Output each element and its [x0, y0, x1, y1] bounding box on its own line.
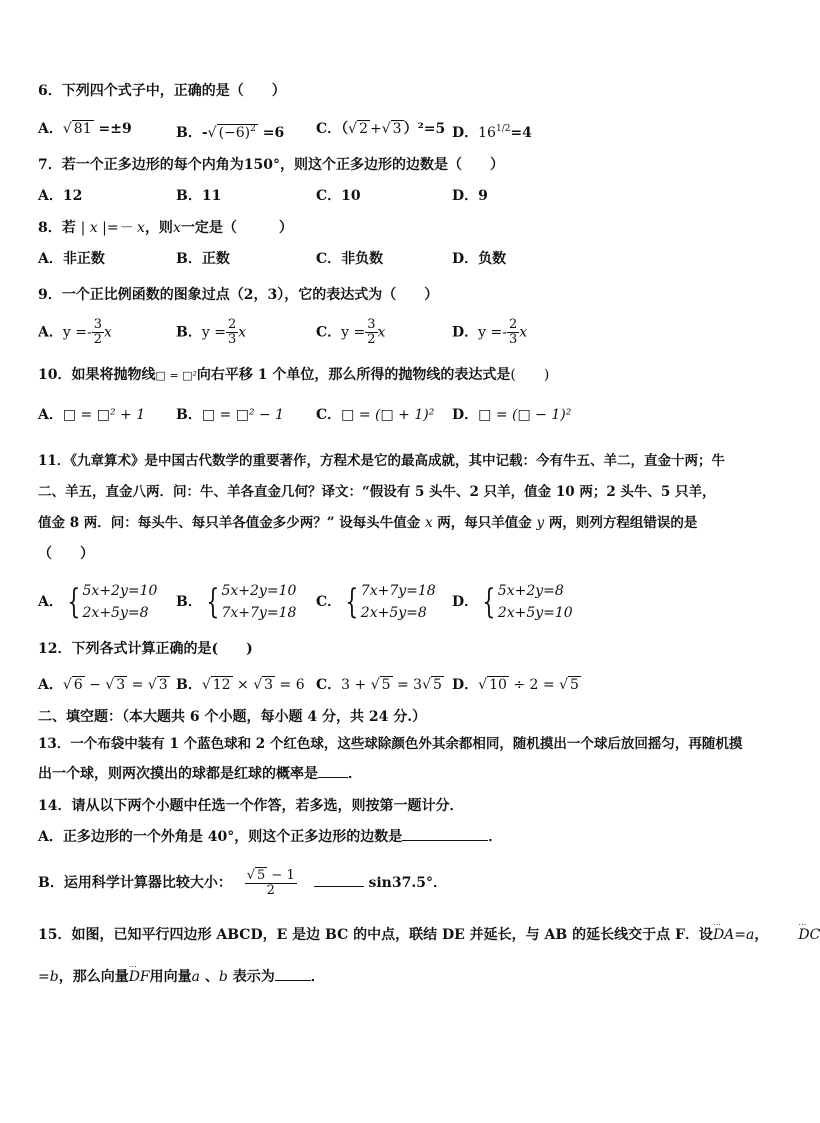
q8-stem-mid: ，则: [144, 220, 173, 236]
q12-c-eq: = 3: [392, 677, 423, 693]
q12-a-label: A．: [38, 677, 63, 693]
q13-line2-text: 出一个球，则两次摸出的球都是红球的概率是: [38, 766, 318, 782]
q14-a-end: ．: [488, 829, 503, 845]
q11-option-c: C． { 7x+7y=18 2x+5y=8: [316, 582, 436, 622]
q11-d-eq2: 2x+5y=10: [497, 605, 573, 621]
q14-b-post: sin37.5°．: [363, 875, 447, 891]
q12-option-d: D．√ 10 ÷ 2 = √ 5: [452, 677, 579, 693]
q12-a-rad2: 3: [116, 677, 126, 693]
q9-a-num: 3: [93, 317, 102, 332]
q9-d-var: x: [519, 324, 528, 341]
q11-a-eq1: 5x+2y=10: [82, 583, 158, 599]
q6-option-b: B．-√ $(-6)^2 =6$: [176, 124, 285, 141]
q10-d-label: D．: [452, 407, 479, 423]
q9-b-pre: y =: [201, 324, 226, 341]
q15-line2-pre: =: [38, 969, 50, 985]
q10-stem-pre: 10．如果将抛物线: [38, 367, 156, 383]
q6-a-radicand: 81: [73, 121, 92, 137]
q9-c-num: 3: [367, 317, 376, 332]
q15-sep: 、: [200, 969, 219, 985]
q15-line-1: [38, 926, 820, 944]
q11-c-label: C．: [316, 594, 342, 610]
q15-line2-post: 表示为: [227, 969, 275, 985]
q6-a-rest: =±9: [93, 121, 132, 137]
q6-b-rest: =6: [257, 125, 285, 141]
q13-line2-end: ．: [348, 766, 362, 782]
q9-b-label: B．: [176, 324, 202, 341]
q12-a-rad1: 6: [73, 677, 83, 693]
q11-line-2: 二、羊五，直金八两．问：牛、羊各直金几何？译文：“假设有 5 头牛、2 只羊，值金 10 两；2 头牛、5 只羊，: [38, 484, 716, 500]
q12-d-rad2: 5: [569, 677, 579, 693]
q14-a-text: A．正多边形的一个外角是 40°，则这个正多边形的边数是: [38, 829, 403, 845]
q15-line1-pre: 15．如图，已知平行四边形 ABCD，E 是边 BC 的中点，联结 DE 并延长，与 AB 的延长线交于点 F．设: [38, 927, 713, 943]
q12-option-a: A．√ 6 − √ 3 = √ 3: [38, 677, 168, 693]
q10-option-a: [38, 406, 145, 424]
q11-line-4: （ ）: [38, 546, 94, 562]
q8-stem-pre: 8．若: [38, 220, 81, 236]
q6-b-exp: 2: [250, 124, 256, 134]
q12-d-label: D．: [452, 677, 479, 693]
q10-stem-paren: ( ): [510, 367, 550, 383]
q13-line-1: 13．一个布袋中装有 1 个蓝色球和 2 个红色球，这些球除颜色外其余都相同，随机摸出一个球后放回摇匀，再随机摸: [38, 736, 743, 752]
q14-b-num-rad: 5: [257, 867, 266, 883]
q6-b-pre: -: [201, 125, 208, 141]
q10-stem: [38, 366, 549, 385]
q6-a-label: A．: [38, 121, 63, 137]
q14-b-num-rest: − 1: [267, 867, 295, 883]
q11-option-d: D． { 5x+2y=8 2x+5y=10: [452, 582, 573, 622]
q9-c-label: C．: [316, 324, 342, 341]
q15-b: b: [49, 969, 59, 985]
q14-a-answer-blank: [402, 840, 488, 841]
q12-d-op: ÷ 2 =: [508, 677, 560, 693]
q11-line3-pre: 值金 8 两．问：每头牛、每只羊各值金多少两？” 设每头牛值金: [38, 515, 425, 531]
q11-a-eq2: 2x+5y=8: [82, 605, 149, 621]
q14-part-b: [38, 864, 447, 902]
q6-c-rad2: 3: [392, 121, 402, 137]
q8-stem-expr: | x |=－ x: [80, 220, 145, 236]
q9-d-num: 2: [508, 317, 518, 332]
q12-b-op: ×: [232, 677, 254, 693]
q14-part-a: [38, 828, 502, 846]
q14-b-fraction: $\frac{√ 5 - 1}{2}$: [246, 867, 295, 898]
q10-a-label: A．: [38, 407, 63, 423]
q9-b-den: 3: [227, 332, 237, 347]
q6-b-label: B．: [176, 125, 202, 141]
q13-line-2: [38, 765, 362, 783]
q9-option-a: [38, 318, 112, 347]
q10-d-expr: □ = (□ − 1)²: [478, 407, 572, 423]
q11-c-eq2: 2x+5y=8: [360, 605, 427, 621]
q8-stem: [38, 219, 293, 237]
q12-option-b: B．√ 12 × √ 3 = 6: [176, 677, 305, 693]
q11-var-y: y: [536, 515, 545, 531]
q6-c-label: C．（: [316, 121, 349, 137]
q9-d-pre: y =-: [478, 324, 507, 341]
q11-option-a: A． { 5x+2y=10 2x+5y=8: [38, 582, 158, 622]
q9-option-c: [316, 318, 385, 347]
q7-stem: 7．若一个正多边形的每个内角为150°，则这个正多边形的边数是（ ）: [38, 157, 504, 173]
q10-option-c: [316, 406, 434, 424]
q14-stem: 14．请从以下两个小题中任选一个作答，若多选，则按第一题计分．: [38, 798, 464, 814]
q15-comma: ，: [754, 927, 769, 943]
q9-a-var: x: [103, 324, 112, 341]
q11-line-3: [38, 514, 697, 532]
q10-stem-post: 向右平移 1 个单位，那么所得的抛物线的表达式是: [196, 367, 511, 383]
q15-vector-dc: ⋯ DC: [798, 926, 820, 944]
q11-b-eq1: 5x+2y=10: [221, 583, 297, 599]
q6-stem: 6．下列四个式子中，正确的是（ ）: [38, 83, 286, 99]
q6-c-rest: ）²=5: [403, 121, 446, 137]
q9-d-label: D．: [452, 324, 479, 341]
q9-a-label: A．: [38, 324, 63, 341]
q15-answer-blank: [275, 980, 311, 981]
q6-c-rad1: 2: [359, 121, 368, 137]
q15-line2-end: ．: [310, 969, 325, 985]
q12-b-rad2: 3: [264, 677, 274, 693]
q9-option-d: [452, 318, 527, 347]
q15-b2: b: [218, 969, 228, 985]
q12-a-rad3: 3: [158, 677, 168, 693]
q10-c-label: C．: [316, 407, 342, 423]
q9-b-num: 2: [227, 317, 237, 332]
q14-b-pre: B．运用科学计算器比较大小：: [38, 875, 232, 891]
q10-c-expr: □ = (□ + 1)²: [341, 407, 435, 423]
q15-line2-mid: ，那么向量: [58, 969, 129, 985]
q9-c-pre: y =: [341, 324, 366, 341]
q6-d-exp: 1/2: [495, 124, 511, 134]
q10-b-expr: □ = □² − 1: [201, 407, 285, 423]
q12-c-label: C．: [316, 677, 342, 693]
q14-b-answer-blank: [314, 886, 364, 887]
q15-line-2: [38, 968, 325, 986]
q11-b-eq2: 7x+7y=18: [221, 605, 297, 621]
q7-option-d: D．9: [452, 188, 488, 204]
q6-d-base: 16: [478, 125, 496, 141]
q8-option-a: A．非正数: [38, 251, 105, 267]
q7-option-a: A．12: [38, 188, 83, 204]
q10-a-expr: □ = □² + 1: [62, 407, 146, 423]
q9-a-pre: y =-: [62, 324, 92, 341]
q9-c-den: 2: [367, 332, 376, 347]
q11-line3-post: 两，则列方程组错误的是: [544, 515, 698, 531]
q6-b-radicand: (−6): [218, 125, 251, 141]
q8-stem-post: 一定是（ ）: [180, 220, 293, 236]
q10-option-d: [452, 406, 571, 424]
q8-option-c: C．非负数: [316, 251, 384, 267]
q11-line-1: 11．《九章算术》是中国古代数学的重要著作，方程术是它的最高成就，其中记载：今有牛五、羊二，直金十两；牛: [38, 453, 726, 469]
q12-stem: 12．下列各式计算正确的是( ): [38, 641, 253, 657]
q9-stem: 9．一个正比例函数的图象过点（2，3），它的表达式为（ ）: [38, 287, 439, 303]
q6-option-a: A．√ 81 =±9: [38, 121, 132, 137]
q7-option-b: B．11: [176, 188, 222, 204]
q14-b-den: 2: [266, 882, 275, 898]
q6-d-label: D．: [452, 125, 479, 141]
q12-c-op: 3 +: [341, 677, 371, 693]
q15-a: a: [746, 927, 755, 943]
q10-b-label: B．: [176, 407, 202, 423]
q8-option-d: D．负数: [452, 251, 507, 267]
q12-b-rad1: 12: [212, 677, 231, 693]
q9-d-den: 3: [508, 332, 518, 347]
q6-option-c: C．（√ 2 +√ 3 ）²=5: [316, 121, 446, 137]
q11-d-eq1: 5x+2y=8: [497, 583, 564, 599]
q11-var-x: x: [424, 515, 433, 531]
q11-b-label: B．: [176, 594, 202, 610]
q15-a2: a: [191, 969, 201, 985]
q12-c-rad2: 5: [381, 677, 391, 693]
q7-option-c: C．10: [316, 188, 361, 204]
q10-option-b: [176, 406, 284, 424]
q12-b-label: B．: [176, 677, 202, 693]
q6-option-d: [452, 120, 532, 142]
q11-a-label: A．: [38, 594, 63, 610]
q11-option-b: B． { 5x+2y=10 7x+7y=18: [176, 582, 297, 622]
q9-a-den: 2: [93, 332, 102, 347]
q8-option-b: B．正数: [176, 251, 230, 267]
section-2-header: 二、填空题：（本大题共 6 个小题，每小题 4 分，共 24 分.）: [38, 709, 427, 725]
q12-c-rad3: 5: [433, 677, 442, 693]
q6-c-plus: +: [370, 121, 382, 137]
q6-d-rest: =4: [510, 125, 532, 141]
q9-b-var: x: [238, 324, 247, 341]
q15-vector-df: ⋯ DF: [129, 968, 150, 986]
q12-option-c: C．3 + √ 5 = 3√ 5: [316, 677, 442, 693]
q9-c-var: x: [377, 324, 386, 341]
q11-d-label: D．: [452, 594, 479, 610]
q13-answer-blank: [318, 777, 348, 778]
q12-b-eq: = 6: [275, 677, 305, 693]
q15-line2-mid2: 用向量: [149, 969, 192, 985]
q11-line3-mid: 两，每只羊值金: [432, 515, 537, 531]
q12-a-op: −: [84, 677, 106, 693]
q15-vector-da: ⋯ DA: [713, 926, 734, 944]
q15-eq-a: =: [734, 927, 747, 943]
q10-stem-expr: □ = □²: [155, 369, 197, 382]
q12-a-eq: =: [127, 677, 148, 693]
q9-option-b: [176, 318, 246, 347]
q11-c-eq1: 7x+7y=18: [360, 583, 436, 599]
q12-d-rad1: 10: [489, 677, 507, 693]
q8-stem-x: x: [172, 220, 181, 236]
